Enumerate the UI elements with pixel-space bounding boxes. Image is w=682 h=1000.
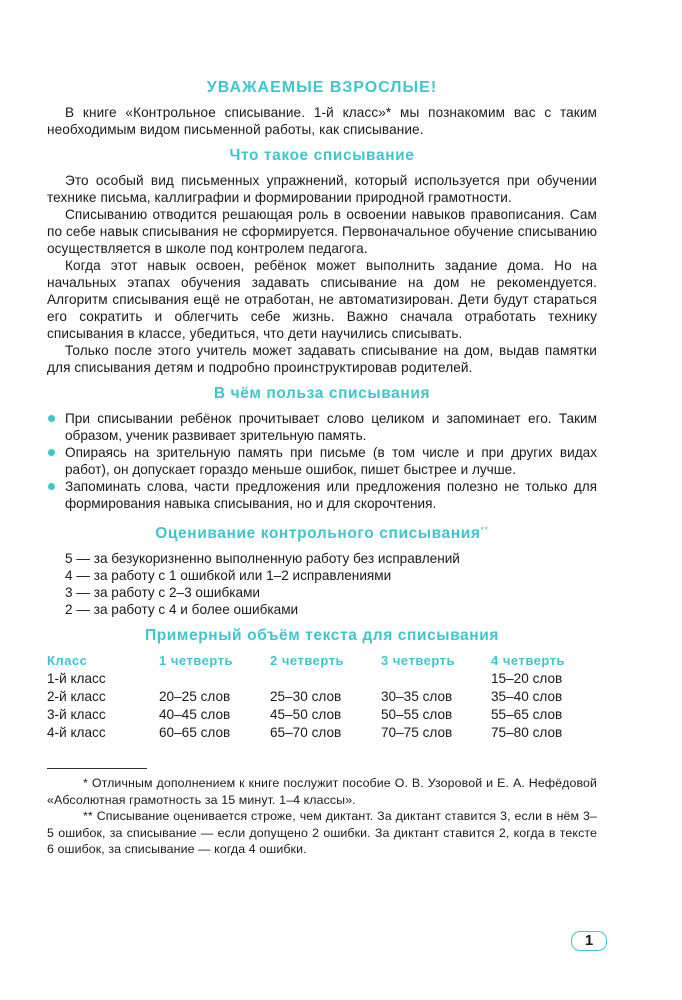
table-cell: 50–55 слов xyxy=(381,707,453,722)
column-header: 2 четверть xyxy=(270,653,344,668)
section-title-benefits: В чём польза списывания xyxy=(213,385,431,402)
benefits-list xyxy=(47,410,597,512)
footnote-mark: ** xyxy=(480,525,489,535)
table-header-row xyxy=(47,652,591,670)
paragraph: Когда этот навык освоен, ребёнок может выполнить задание дома. Но на начальных этапах обучения задавать списывание на дом не рекомендуется. Алгоритм списывания ещё не отработан, не автоматизирован. Дети будут стараться его сократить и облегчить себе жизнь. Важно сначала отработать технику списывания в классе, убедиться, что дети научились списывать. xyxy=(47,258,597,341)
list-item-text: Опираясь на зрительную память при письме (в том числе и при других видах работ), он допускает гораздо меньше ошибок, пишет быстрее и лучше. xyxy=(65,445,597,477)
grade-item: 4 — за работу с 1 ошибкой или 1–2 исправлениями xyxy=(65,568,392,583)
table-row xyxy=(47,670,591,688)
table-cell: 40–45 слов xyxy=(159,707,231,722)
table-cell: 65–70 слов xyxy=(270,725,342,740)
footnote: ** Списывание оценивается строже, чем диктант. За диктант ставится 3, если в нём 3–5 ошибок, за списывание — если допущено 2 ошибки. За диктант ставится 2, когда в тексте 6 ошибок, за списывание — когда 4 ошибки. xyxy=(47,809,597,856)
table-cell: 35–40 слов xyxy=(491,689,563,704)
grade-item: 5 — за безукоризненно выполненную работу без исправлений xyxy=(65,551,460,566)
table-cell: 60–65 слов xyxy=(159,725,231,740)
grade-item: 3 — за работу с 2–3 ошибками xyxy=(65,585,261,600)
table-cell: 55–65 слов xyxy=(491,707,563,722)
table-cell: 2-й класс xyxy=(47,689,106,704)
section-title-volume: Примерный объём текста для списывания xyxy=(144,627,500,644)
paragraph: Только после этого учитель может задавать списывание на дом, выдав памятки для списывания детям и подробно проинструктировав родителей. xyxy=(47,343,597,375)
table-cell xyxy=(381,670,491,688)
table-cell: 20–25 слов xyxy=(159,689,231,704)
table-cell: 3-й класс xyxy=(47,707,106,722)
table-cell: 4-й класс xyxy=(47,725,106,740)
table-cell xyxy=(270,670,381,688)
paragraph: Списыванию отводится решающая роль в освоении навыков правописания. Сам по себе навык списывания не сформируется. Первоначальное обучение списыванию осуществляется в школе под контролем педагога. xyxy=(47,207,597,256)
list-item-text: Запоминать слова, части предложения или предложения полезно не только для формирования навыка списывания, но и для скорочтения. xyxy=(65,479,597,511)
volume-table xyxy=(47,652,591,742)
column-header: 3 четверть xyxy=(381,653,455,668)
list-item xyxy=(47,410,597,444)
bullet-icon xyxy=(48,415,55,422)
table-cell: 15–20 слов xyxy=(491,671,563,686)
table-cell: 45–50 слов xyxy=(270,707,342,722)
footnote: * Отличным дополнением к книге послужит пособие О. В. Узоровой и Е. А. Нефёдовой «Абсолютная грамотность за 15 минут. 1–4 классы». xyxy=(47,776,597,807)
paragraph: Это особый вид письменных упражнений, который используется при обучении технике письма, каллиграфии и формировании природной грамотности. xyxy=(47,173,597,205)
table-cell: 75–80 слов xyxy=(491,725,563,740)
page-number: 1 xyxy=(571,931,607,951)
bullet-icon xyxy=(48,449,55,456)
list-item-text: При списывании ребёнок прочитывает слово целиком и запоминает его. Таким образом, ученик развивает зрительную память. xyxy=(65,411,597,443)
table-row xyxy=(47,724,591,742)
table-row xyxy=(47,688,591,706)
intro-paragraph: В книге «Контрольное списывание. 1-й класс»* мы познакомим вас с таким необходимым видом письменной работы, как списывание. xyxy=(47,105,597,137)
page-heading: УВАЖАЕМЫЕ ВЗРОСЛЫЕ! xyxy=(206,79,438,96)
table-cell: 25–30 слов xyxy=(270,689,342,704)
table-cell: 30–35 слов xyxy=(381,689,453,704)
table-cell xyxy=(159,670,270,688)
column-header: 4 четверть xyxy=(491,653,565,668)
footnote-divider xyxy=(47,768,147,769)
table-cell: 70–75 слов xyxy=(381,725,453,740)
bullet-icon xyxy=(48,483,55,490)
document-page xyxy=(47,78,597,858)
list-item xyxy=(47,478,597,512)
column-header: Класс xyxy=(47,653,88,668)
table-row xyxy=(47,706,591,724)
grade-item: 2 — за работу с 4 и более ошибками xyxy=(65,602,299,617)
section-title-what-is: Что такое списывание xyxy=(229,147,415,164)
table-cell: 1-й класс xyxy=(47,671,106,686)
list-item xyxy=(47,444,597,478)
section-title-text: Оценивание контрольного списывания xyxy=(155,525,481,542)
column-header: 1 четверть xyxy=(159,653,233,668)
section-title-grading xyxy=(47,520,597,544)
grading-list xyxy=(47,550,597,618)
